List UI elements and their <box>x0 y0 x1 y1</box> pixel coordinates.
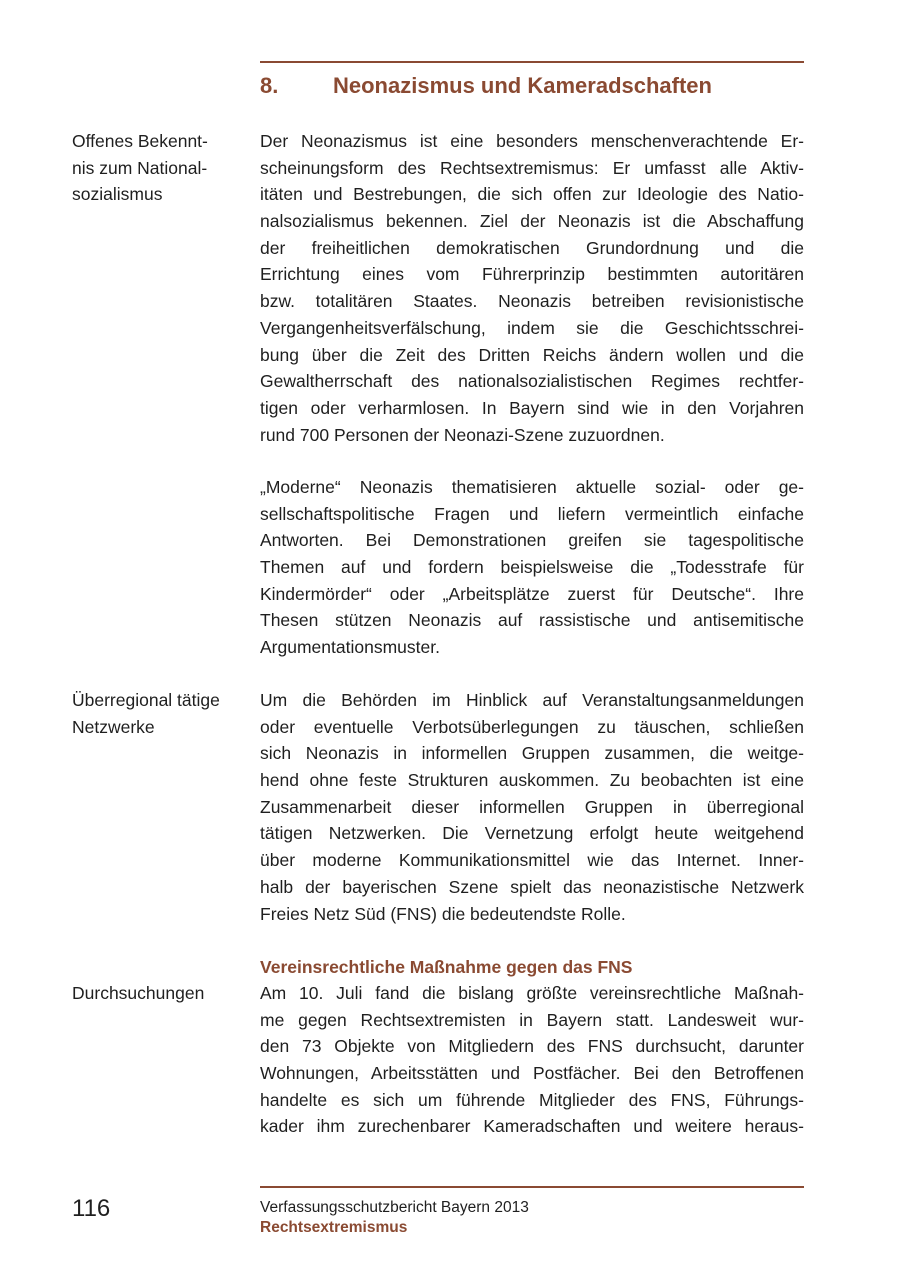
top-rule <box>260 61 804 63</box>
page-number: 116 <box>72 1195 111 1222</box>
text-line: hend ohne feste Strukturen auskommen. Zu beobachten ist eine <box>260 770 804 791</box>
text-line: Um die Behörden im Hinblick auf Veranstaltungsanmeldungen <box>260 690 804 710</box>
text-line: kader ihm zurechenbarer Kameradschaften und weitere heraus- <box>260 1116 804 1137</box>
text-line: den 73 Objekte von Mitgliedern des FNS durchsucht, darunter <box>260 1036 804 1057</box>
paragraph-netzwerke <box>260 687 804 927</box>
text-line: rund 700 Personen der Neonazi-Szene zuzuordnen. <box>260 424 665 445</box>
margin-note-bekenntnis <box>72 128 252 208</box>
margin-note-line: Netzwerke <box>72 716 155 737</box>
text-line: bzw. totalitären Staates. Neonazis betreiben revisionistische <box>260 291 804 312</box>
text-line: scheinungsform des Rechtsextremismus: Er umfasst alle Aktiv- <box>260 157 804 178</box>
text-line: Thesen stützen Neonazis auf rassistische und antisemitische <box>260 610 804 631</box>
text-line: oder eventuelle Verbotsüberlegungen zu täuschen, schließen <box>260 716 804 737</box>
text-line: Freies Netz Süd (FNS) die bedeutendste Rolle. <box>260 903 626 924</box>
margin-note-line: Durchsuchungen <box>72 983 205 1003</box>
section-number: 8. <box>260 73 279 98</box>
margin-note-line: sozialismus <box>72 184 163 205</box>
text-line: tätigen Netzwerken. Die Vernetzung erfolgt heute weitgehend <box>260 823 804 844</box>
text-line: sich Neonazis in informellen Gruppen zusammen, die weitge- <box>260 743 804 764</box>
footer-section: Rechtsextremismus <box>260 1219 408 1236</box>
text-line: Vergangenheitsverfälschung, indem sie die Geschichtsschrei- <box>260 317 804 338</box>
text-line: Wohnungen, Arbeitsstätten und Postfächer. Bei den Betroffenen <box>260 1063 804 1084</box>
text-line: bung über die Zeit des Dritten Reichs ändern wollen und die <box>260 344 804 365</box>
text-line: Der Neonazismus ist eine besonders menschenverachtende Er- <box>260 131 804 151</box>
margin-note-line: nis zum National- <box>72 157 208 178</box>
text-line: Kindermörder“ oder „Arbeitsplätze zuerst für Deutsche“. Ihre <box>260 583 804 604</box>
text-line: Am 10. Juli fand die bislang größte vereinsrechtliche Maßnah- <box>260 983 804 1003</box>
paragraph-durchsuchungen <box>260 980 804 1140</box>
text-line: handelte es sich um führende Mitglieder des FNS, Führungs- <box>260 1089 804 1110</box>
margin-note-netzwerke <box>72 687 252 740</box>
paragraph-moderne-neonazis <box>260 474 804 661</box>
text-line: „Moderne“ Neonazis thematisieren aktuelle sozial- oder ge- <box>260 477 804 497</box>
text-line: itäten und Bestrebungen, die sich offen zur Ideologie des Natio- <box>260 184 804 205</box>
text-line: sellschaftspolitische Fragen und liefern vermeintlich einfache <box>260 503 804 524</box>
text-line: über moderne Kommunikationsmittel wie das Internet. Inner- <box>260 850 804 871</box>
text-line: Gewaltherrschaft des nationalsozialistischen Regimes rechtfer- <box>260 371 804 392</box>
text-line: Themen auf und fordern beispielsweise die „Todesstrafe für <box>260 557 804 578</box>
paragraph-intro <box>260 128 804 448</box>
footer-publication: Verfassungsschutzbericht Bayern 2013 <box>260 1199 529 1216</box>
margin-note-line: Überregional tätige <box>72 690 220 710</box>
margin-note-durchsuchungen <box>72 980 252 1007</box>
text-line: me gegen Rechtsextremisten in Bayern statt. Landesweit wur- <box>260 1009 804 1030</box>
text-line: Zusammenarbeit dieser informellen Gruppen in überregional <box>260 796 804 817</box>
text-line: tigen oder verharmlosen. In Bayern sind wie in den Vorjahren <box>260 397 804 418</box>
section-heading <box>260 73 820 99</box>
margin-note-line: Offenes Bekennt- <box>72 131 208 151</box>
subheading: Vereinsrechtliche Maßnahme gegen das FNS <box>260 957 633 977</box>
text-line: der freiheitlichen demokratischen Grundordnung und die <box>260 237 804 258</box>
footer-rule <box>260 1186 804 1188</box>
text-line: nalsozialismus bekennen. Ziel der Neonazis ist die Abschaffung <box>260 211 804 232</box>
text-line: halb der bayerischen Szene spielt das neonazistische Netzwerk <box>260 876 804 897</box>
text-line: Errichtung eines vom Führerprinzip bestimmten autoritären <box>260 264 804 285</box>
text-line: Antworten. Bei Demonstrationen greifen sie tagespolitische <box>260 530 804 551</box>
section-title: Neonazismus und Kameradschaften <box>333 73 712 98</box>
text-line: Argumentationsmuster. <box>260 637 440 658</box>
